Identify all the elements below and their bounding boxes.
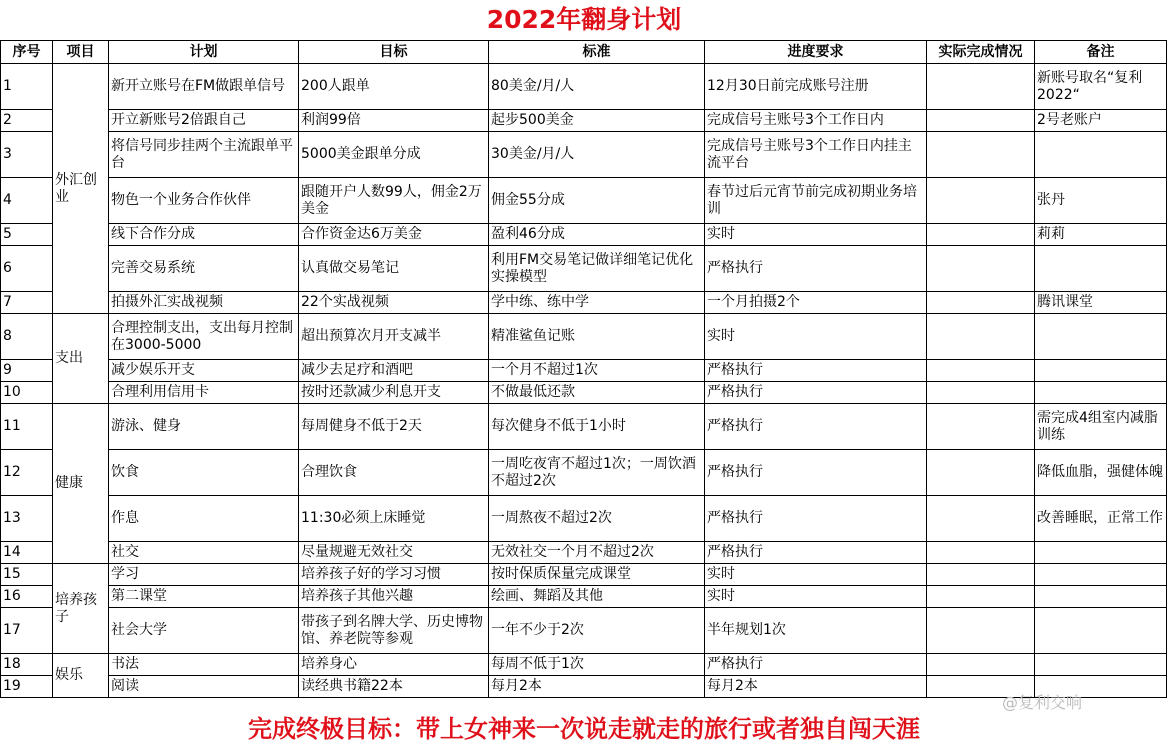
category-cell: 培养孩子 [53,564,109,654]
header-cell-plan: 计划 [109,41,299,64]
category-cell: 娱乐 [53,654,109,698]
standard-cell: 30美金/月/人 [489,132,705,178]
table-row [1,224,1167,246]
table-row [1,586,1167,608]
table-row [1,608,1167,654]
table-row [1,132,1167,178]
remark-cell: 需完成4组室内减脂训练 [1035,404,1167,450]
actual-cell [927,178,1035,224]
row-number-cell: 14 [1,542,53,564]
goal-cell: 跟随开户人数99人，佣金2万美金 [299,178,489,224]
plan-cell: 阅读 [109,676,299,698]
header-cell-actual: 实际完成情况 [927,41,1035,64]
goal-cell: 带孩子到名牌大学、历史博物馆、养老院等参观 [299,608,489,654]
goal-cell: 200人跟单 [299,64,489,110]
progress-cell: 严格执行 [705,404,927,450]
standard-cell: 不做最低还款 [489,382,705,404]
row-number-cell: 15 [1,564,53,586]
remark-cell [1035,132,1167,178]
goal-cell: 利润99倍 [299,110,489,132]
standard-cell: 起步500美金 [489,110,705,132]
standard-cell: 一个月不超过1次 [489,360,705,382]
table-row [1,64,1167,110]
goal-cell: 超出预算次月开支减半 [299,314,489,360]
progress-cell: 实时 [705,564,927,586]
table-row [1,654,1167,676]
plan-cell: 游泳、健身 [109,404,299,450]
standard-cell: 80美金/月/人 [489,64,705,110]
progress-cell: 实时 [705,586,927,608]
remark-cell [1035,314,1167,360]
category-cell: 外汇创业 [53,64,109,314]
page-title: 2022年翻身计划 [486,5,682,34]
category-cell: 支出 [53,314,109,404]
remark-cell: 莉莉 [1035,224,1167,246]
actual-cell [927,542,1035,564]
goal-cell: 尽量规避无效社交 [299,542,489,564]
remark-cell [1035,586,1167,608]
header-cell-remark: 备注 [1035,41,1167,64]
progress-cell: 半年规划1次 [705,608,927,654]
row-number-cell: 13 [1,496,53,542]
remark-cell [1035,542,1167,564]
standard-cell: 每周不低于1次 [489,654,705,676]
actual-cell [927,110,1035,132]
standard-cell: 按时保质保量完成课堂 [489,564,705,586]
plan-cell: 学习 [109,564,299,586]
goal-cell: 培养孩子好的学习习惯 [299,564,489,586]
plan-table [0,40,1167,698]
progress-cell: 12月30日前完成账号注册 [705,64,927,110]
remark-cell: 2号老账户 [1035,110,1167,132]
goal-cell: 每周健身不低于2天 [299,404,489,450]
plan-cell: 书法 [109,654,299,676]
standard-cell: 一年不少于2次 [489,608,705,654]
goal-cell: 培养身心 [299,654,489,676]
remark-cell: 改善睡眠，正常工作 [1035,496,1167,542]
progress-cell: 严格执行 [705,450,927,496]
remark-cell [1035,564,1167,586]
row-number-cell: 18 [1,654,53,676]
row-number-cell: 16 [1,586,53,608]
plan-cell: 完善交易系统 [109,246,299,292]
row-number-cell: 6 [1,246,53,292]
plan-cell: 社交 [109,542,299,564]
standard-cell: 无效社交一个月不超过2次 [489,542,705,564]
header-cell-goal: 目标 [299,41,489,64]
plan-cell: 减少娱乐开支 [109,360,299,382]
table-row [1,450,1167,496]
standard-cell: 盈利46分成 [489,224,705,246]
table-body [1,64,1167,698]
goal-cell: 合作资金达6万美金 [299,224,489,246]
goal-cell: 减少去足疗和酒吧 [299,360,489,382]
row-number-cell: 9 [1,360,53,382]
row-number-cell: 3 [1,132,53,178]
actual-cell [927,608,1035,654]
plan-cell: 拍摄外汇实战视频 [109,292,299,314]
table-row [1,360,1167,382]
plan-cell: 饮食 [109,450,299,496]
goal-cell: 22个实战视频 [299,292,489,314]
actual-cell [927,360,1035,382]
row-number-cell: 19 [1,676,53,698]
remark-cell: 新账号取名“复利2022“ [1035,64,1167,110]
row-number-cell: 5 [1,224,53,246]
progress-cell: 严格执行 [705,542,927,564]
goal-cell: 5000美金跟单分成 [299,132,489,178]
progress-cell: 完成信号主账号3个工作日内 [705,110,927,132]
plan-cell: 作息 [109,496,299,542]
actual-cell [927,246,1035,292]
goal-cell: 认真做交易笔记 [299,246,489,292]
standard-cell: 每次健身不低于1小时 [489,404,705,450]
row-number-cell: 1 [1,64,53,110]
remark-cell [1035,360,1167,382]
goal-cell: 合理饮食 [299,450,489,496]
row-number-cell: 7 [1,292,53,314]
progress-cell: 实时 [705,224,927,246]
progress-cell: 一个月拍摄2个 [705,292,927,314]
actual-cell [927,654,1035,676]
actual-cell [927,132,1035,178]
header-cell-standard: 标准 [489,41,705,64]
progress-cell: 实时 [705,314,927,360]
footer-goal: 完成终极目标：带上女神来一次说走就走的旅行或者独自闯天涯 [248,715,920,743]
row-number-cell: 17 [1,608,53,654]
remark-cell [1035,246,1167,292]
plan-cell: 合理利用信用卡 [109,382,299,404]
plan-cell: 新开立账号在FM做跟单信号 [109,64,299,110]
actual-cell [927,64,1035,110]
goal-cell: 按时还款减少利息开支 [299,382,489,404]
table-header-row [1,41,1167,64]
table-row [1,110,1167,132]
standard-cell: 一周吃夜宵不超过1次；一周饮酒不超过2次 [489,450,705,496]
remark-cell [1035,382,1167,404]
header-cell-progress: 进度要求 [705,41,927,64]
row-number-cell: 2 [1,110,53,132]
goal-cell: 11:30必须上床睡觉 [299,496,489,542]
standard-cell: 每月2本 [489,676,705,698]
remark-cell: 张丹 [1035,178,1167,224]
plan-cell: 物色一个业务合作伙伴 [109,178,299,224]
header-cell-category: 项目 [53,41,109,64]
table-row [1,292,1167,314]
actual-cell [927,496,1035,542]
row-number-cell: 4 [1,178,53,224]
row-number-cell: 8 [1,314,53,360]
actual-cell [927,382,1035,404]
goal-cell: 读经典书籍22本 [299,676,489,698]
standard-cell: 学中练、练中学 [489,292,705,314]
table-row [1,542,1167,564]
plan-cell: 将信号同步挂两个主流跟单平台 [109,132,299,178]
table-row [1,178,1167,224]
plan-cell: 合理控制支出，支出每月控制在3000-5000 [109,314,299,360]
actual-cell [927,314,1035,360]
actual-cell [927,450,1035,496]
table-row [1,382,1167,404]
watermark: @复利交响 [1002,693,1083,712]
progress-cell: 严格执行 [705,654,927,676]
progress-cell: 严格执行 [705,496,927,542]
actual-cell [927,404,1035,450]
progress-cell: 春节过后元宵节前完成初期业务培训 [705,178,927,224]
category-cell: 健康 [53,404,109,564]
table-row [1,564,1167,586]
standard-cell: 一周熬夜不超过2次 [489,496,705,542]
progress-cell: 严格执行 [705,246,927,292]
plan-cell: 线下合作分成 [109,224,299,246]
remark-cell [1035,654,1167,676]
remark-cell [1035,608,1167,654]
progress-cell: 每月2本 [705,676,927,698]
table-row [1,246,1167,292]
progress-cell: 严格执行 [705,382,927,404]
actual-cell [927,586,1035,608]
standard-cell: 利用FM交易笔记做详细笔记优化实操模型 [489,246,705,292]
actual-cell [927,564,1035,586]
standard-cell: 绘画、舞蹈及其他 [489,586,705,608]
standard-cell: 佣金55分成 [489,178,705,224]
remark-cell: 降低血脂，强健体魄 [1035,450,1167,496]
actual-cell [927,292,1035,314]
plan-cell: 社会大学 [109,608,299,654]
table-row [1,404,1167,450]
remark-cell: 腾讯课堂 [1035,292,1167,314]
table-row [1,314,1167,360]
standard-cell: 精准鲨鱼记账 [489,314,705,360]
progress-cell: 完成信号主账号3个工作日内挂主流平台 [705,132,927,178]
header-cell-no: 序号 [1,41,53,64]
progress-cell: 严格执行 [705,360,927,382]
plan-cell: 第二课堂 [109,586,299,608]
plan-cell: 开立新账号2倍跟自己 [109,110,299,132]
row-number-cell: 12 [1,450,53,496]
table-row [1,496,1167,542]
actual-cell [927,224,1035,246]
goal-cell: 培养孩子其他兴趣 [299,586,489,608]
row-number-cell: 11 [1,404,53,450]
table-row [1,676,1167,698]
row-number-cell: 10 [1,382,53,404]
